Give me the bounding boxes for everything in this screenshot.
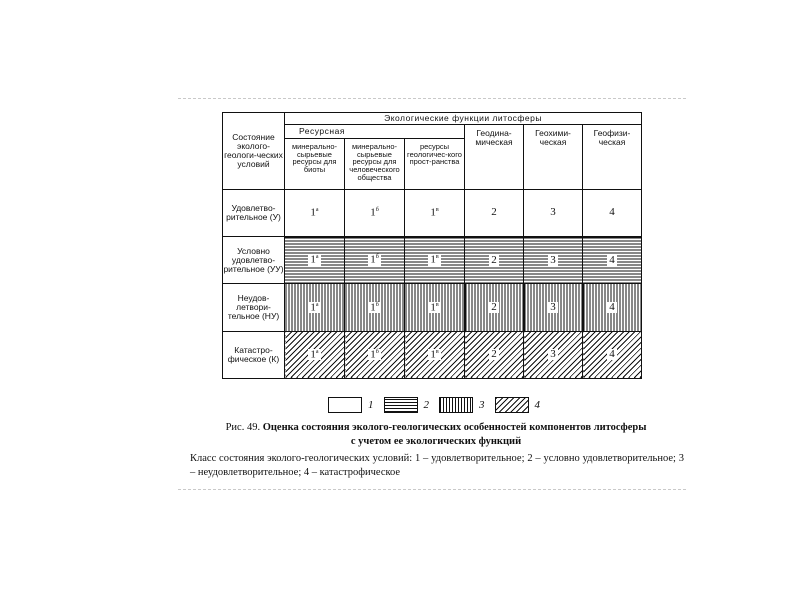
legend-swatch [439,397,473,413]
society-resources-header: минерально-сырьевые ресурсы для человеческого общества [345,138,405,189]
cell-number: 1 [430,348,436,361]
cell-value [308,207,320,219]
cell-superscript: а [315,301,319,308]
cell-number: 4 [609,206,615,219]
legend-item [328,397,374,413]
table-cell [465,190,524,237]
cell-value [308,254,320,266]
cell-superscript: а [315,254,319,261]
table-body [223,190,642,379]
legend-item [384,397,430,413]
legend-item [439,397,485,413]
table-cell [524,190,583,237]
cell-superscript: в [435,207,439,214]
table-cell [405,284,465,331]
cell-number: 1 [370,301,376,314]
legend [328,394,550,416]
row-label: Условно удовлетво-рительное (УУ) [223,237,285,284]
cell-superscript: а [315,207,319,214]
cell-superscript: б [375,301,379,308]
caption-lead: Рис. 49. [225,422,261,433]
cell-number: 2 [491,253,497,266]
legend-swatch [328,397,362,413]
cell-superscript: в [435,348,439,355]
geodynamic-header: Геодина-мическая [465,125,524,190]
table-row [223,237,642,284]
legend-label: 3 [479,399,485,411]
cell-value [548,349,558,360]
table-cell [583,190,642,237]
cell-value [548,207,558,218]
space-resources-header: ресурсы геологичес-кого прост-ранства [405,138,465,189]
cell-number: 1 [310,253,316,266]
biota-resources-header: минерально-сырьевые ресурсы для биоты [285,138,345,189]
cell-value [489,255,499,266]
geophysical-header: Геофизи-ческая [583,125,642,190]
cell-value [489,207,499,218]
table-cell [465,331,524,378]
cell-value [368,302,381,314]
legend-swatch [384,397,418,413]
table-cell [345,190,405,237]
cell-value [428,254,440,266]
cell-value [308,349,320,361]
legend-label: 4 [534,399,540,411]
cell-number: 3 [550,253,556,266]
corner-header: Состояние эколого-геологи-ческих условий [223,113,285,190]
table-cell [465,237,524,284]
cell-value [548,302,558,313]
row-label: Катастро-фическое (К) [223,331,285,378]
table-cell [405,190,465,237]
legend-label: 2 [423,399,429,411]
table-cell [285,331,345,378]
cell-value [428,302,440,314]
cell-number: 4 [609,348,615,361]
table-cell [345,331,405,378]
cell-superscript: б [375,207,379,214]
cell-value [308,302,320,314]
table-cell [583,331,642,378]
cell-number: 1 [430,206,436,219]
cell-value [607,302,617,313]
cell-value [368,349,381,361]
cell-value [368,207,381,219]
caption-line1: Оценка состояния эколого-геологических особенностей компонентов литосферы [262,422,647,433]
cell-superscript: а [315,348,319,355]
cell-value [428,207,440,219]
cell-number: 4 [609,300,615,313]
row-label: Удовлетво-рительное (У) [223,190,285,237]
table-row [223,284,642,331]
table-cell [285,190,345,237]
top-header: Экологические функции литосферы [285,113,642,125]
table-cell [583,284,642,331]
row-label: Неудов-летвори-тельное (НУ) [223,284,285,331]
ecological-assessment-table [222,112,642,379]
cell-value [428,349,440,361]
legend-label: 1 [368,399,374,411]
table-cell [405,237,465,284]
cell-number: 2 [491,348,497,361]
figure-caption [186,421,686,449]
table-cell [524,331,583,378]
cell-number: 1 [370,253,376,266]
cell-number: 1 [370,348,376,361]
table-cell [285,284,345,331]
table-cell [465,284,524,331]
table-cell [524,284,583,331]
cell-number: 3 [550,348,556,361]
cell-superscript: в [435,254,439,261]
cell-superscript: б [375,348,379,355]
legend-swatch [495,397,529,413]
cell-number: 2 [491,300,497,313]
cell-number: 1 [430,301,436,314]
cell-value [548,255,558,266]
cell-value [607,349,617,360]
geochemical-header: Геохими-ческая [524,125,583,190]
cell-value [368,254,381,266]
cell-number: 3 [550,206,556,219]
legend-explanation: Класс состояния эколого-геологических условий: 1 – удовлетворительное; 2 – условно удовлетворительное; 3 – неудовлетворительное; 4 – катастрофическое [190,453,684,478]
table-row [223,190,642,237]
cell-superscript: в [435,301,439,308]
cell-value [489,302,499,313]
table-cell [583,237,642,284]
cell-number: 2 [491,206,497,219]
caption-line2: с учетом ее экологических функций [350,436,522,447]
legend-item [495,397,541,413]
cell-number: 1 [310,348,316,361]
table-cell [345,284,405,331]
cell-value [607,255,617,266]
cell-number: 1 [310,206,316,219]
cell-number: 1 [310,301,316,314]
cell-number: 3 [550,300,556,313]
table-cell [524,237,583,284]
table-cell [285,237,345,284]
cell-number: 1 [370,206,376,219]
cell-number: 4 [609,253,615,266]
table-cell [405,331,465,378]
cell-value [489,349,499,360]
cell-value [607,207,617,218]
cell-number: 1 [430,253,436,266]
resource-header: Ресурсная [285,125,465,138]
table-cell [345,237,405,284]
table-row [223,331,642,378]
cell-superscript: б [375,254,379,261]
